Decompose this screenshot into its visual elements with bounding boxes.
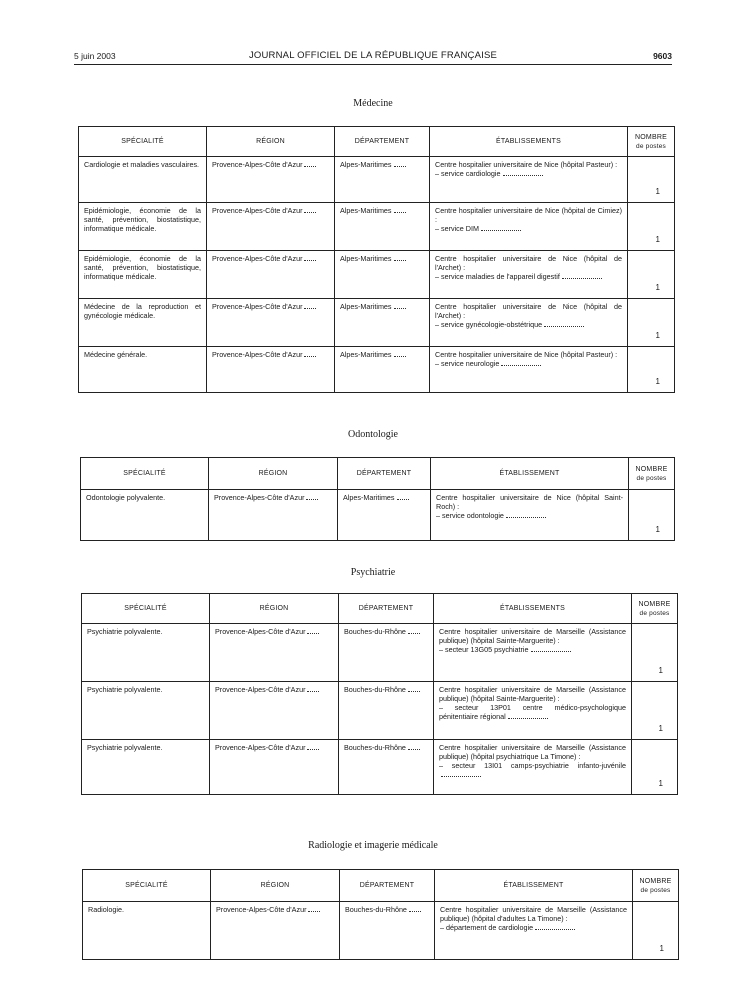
service-line xyxy=(435,272,622,281)
etablissement-cell xyxy=(434,740,632,795)
region-text: Provence-Alpes-Côte d'Azur xyxy=(212,254,303,263)
specialite-cell xyxy=(79,251,207,299)
col-departement: DÉPARTEMENT xyxy=(338,458,431,490)
leader-dots xyxy=(394,211,406,213)
postes-table xyxy=(78,126,675,393)
col-nombre-postes xyxy=(632,594,678,624)
leader-dots xyxy=(562,277,602,279)
departement-text: Bouches-du-Rhône xyxy=(345,905,407,914)
col-specialite: SPÉCIALITÉ xyxy=(81,458,209,490)
de-postes-label: de postes xyxy=(640,886,671,894)
specialite-text: Psychiatrie polyvalente. xyxy=(87,627,163,636)
leader-dots xyxy=(544,325,584,327)
leader-dots xyxy=(304,355,316,357)
departement-text: Alpes-Maritimes xyxy=(340,254,392,263)
region-text: Provence-Alpes-Côte d'Azur xyxy=(212,350,303,359)
nombre-postes-cell: 1 xyxy=(628,157,675,203)
region-cell xyxy=(210,682,339,740)
service-text: – département de cardiologie xyxy=(440,923,534,932)
etablissement-text: Centre hospitalier universitaire de Nice (hôpital de Cimiez) : xyxy=(435,206,622,224)
region-cell xyxy=(210,740,339,795)
de-postes-label: de postes xyxy=(636,474,667,482)
header-row xyxy=(83,870,679,902)
nombre-label: NOMBRE xyxy=(638,600,671,608)
leader-dots xyxy=(304,259,316,261)
de-postes-label: de postes xyxy=(639,609,670,617)
specialite-cell xyxy=(82,624,210,682)
nombre-postes-cell: 1 xyxy=(628,299,675,347)
departement-text: Alpes-Maritimes xyxy=(340,206,392,215)
departement-cell xyxy=(338,490,431,541)
header-row xyxy=(81,458,675,490)
specialite-text: Odontologie polyvalente. xyxy=(86,493,166,502)
departement-cell xyxy=(339,740,434,795)
specialite-text: Médecine de la reproduction et gynécologie médicale. xyxy=(84,302,201,320)
service-text: – secteur 13G05 psychiatrie xyxy=(439,645,529,654)
service-line xyxy=(439,645,626,654)
service-line xyxy=(435,224,622,233)
departement-cell xyxy=(335,203,430,251)
departement-text: Bouches-du-Rhône xyxy=(344,743,406,752)
service-line xyxy=(439,761,626,779)
table-row xyxy=(79,347,675,393)
specialite-cell xyxy=(79,299,207,347)
leader-dots xyxy=(394,307,406,309)
leader-dots xyxy=(506,516,546,518)
leader-dots xyxy=(508,717,548,719)
etablissement-text: Centre hospitalier universitaire de Nice (hôpital Saint-Roch) : xyxy=(436,493,623,511)
service-text: – service cardiologie xyxy=(435,169,501,178)
nombre-postes-cell: 1 xyxy=(633,902,679,960)
region-cell xyxy=(207,203,335,251)
specialite-text: Epidémiologie, économie de la santé, prévention, biostatistique, informatique médicale. xyxy=(84,206,201,233)
nombre-label: NOMBRE xyxy=(639,877,672,885)
service-line xyxy=(440,923,627,932)
specialite-cell xyxy=(83,902,211,960)
region-text: Provence-Alpes-Côte d'Azur xyxy=(212,206,303,215)
leader-dots xyxy=(408,690,420,692)
departement-text: Alpes-Maritimes xyxy=(340,350,392,359)
service-line xyxy=(439,703,626,721)
leader-dots xyxy=(503,174,543,176)
leader-dots xyxy=(501,364,541,366)
leader-dots xyxy=(409,910,421,912)
etablissement-text: Centre hospitalier universitaire de Marseille (Assistance publique) (hôpital Sainte-Marguerite) : xyxy=(439,627,626,645)
de-postes-label: de postes xyxy=(636,142,666,150)
header-row xyxy=(82,594,678,624)
col-specialite: SPÉCIALITÉ xyxy=(83,870,211,902)
table-row xyxy=(83,902,679,960)
leader-dots xyxy=(408,632,420,634)
nombre-postes-cell: 1 xyxy=(628,347,675,393)
specialite-cell xyxy=(81,490,209,541)
postes-table xyxy=(80,457,675,541)
departement-text: Bouches-du-Rhône xyxy=(344,685,406,694)
leader-dots xyxy=(531,650,571,652)
departement-cell xyxy=(335,347,430,393)
nombre-postes-cell: 1 xyxy=(632,740,678,795)
specialite-text: Psychiatrie polyvalente. xyxy=(87,685,163,694)
specialite-text: Médecine générale. xyxy=(84,350,148,359)
col-specialite: SPÉCIALITÉ xyxy=(82,594,210,624)
etablissement-cell xyxy=(431,490,629,541)
header-row xyxy=(79,127,675,157)
region-cell xyxy=(207,251,335,299)
col-nombre-postes xyxy=(628,127,675,157)
section-title: Odontologie xyxy=(348,429,398,440)
specialite-cell xyxy=(82,740,210,795)
departement-cell xyxy=(340,902,435,960)
service-text: – secteur 13I01 camps-psychiatrie infanto-juvénile xyxy=(439,761,626,770)
section-title: Radiologie et imagerie médicale xyxy=(308,840,438,851)
leader-dots xyxy=(307,690,319,692)
page-header xyxy=(74,50,672,65)
nombre-postes-cell: 1 xyxy=(632,624,678,682)
col-departement: DÉPARTEMENT xyxy=(335,127,430,157)
col-region: RÉGION xyxy=(207,127,335,157)
leader-dots xyxy=(441,775,481,777)
section-title: Médecine xyxy=(353,98,393,109)
col-region: RÉGION xyxy=(211,870,340,902)
etablissement-text: Centre hospitalier universitaire de Nice (hôpital de l'Archet) : xyxy=(435,302,622,320)
etablissement-text: Centre hospitalier universitaire de Marseille (Assistance publique) (hôpital psychiatrique La Timone) : xyxy=(439,743,626,761)
service-text: – service DIM xyxy=(435,224,479,233)
table-row xyxy=(81,490,675,541)
specialite-cell xyxy=(79,203,207,251)
departement-text: Alpes-Maritimes xyxy=(343,493,395,502)
etablissement-cell xyxy=(430,347,628,393)
region-text: Provence-Alpes-Côte d'Azur xyxy=(215,685,306,694)
region-text: Provence-Alpes-Côte d'Azur xyxy=(214,493,305,502)
postes-table xyxy=(81,593,678,795)
departement-text: Alpes-Maritimes xyxy=(340,302,392,311)
leader-dots xyxy=(304,211,316,213)
page-number: 9603 xyxy=(653,51,672,61)
leader-dots xyxy=(307,632,319,634)
specialite-text: Epidémiologie, économie de la santé, prévention, biostatistique, informatique médicale. xyxy=(84,254,201,281)
table-row xyxy=(79,299,675,347)
nombre-label: NOMBRE xyxy=(635,465,668,473)
col-nombre-postes xyxy=(633,870,679,902)
region-cell xyxy=(207,299,335,347)
specialite-cell xyxy=(79,347,207,393)
col-departement: DÉPARTEMENT xyxy=(339,594,434,624)
departement-cell xyxy=(335,299,430,347)
etablissement-cell xyxy=(430,251,628,299)
service-text: – service neurologie xyxy=(435,359,500,368)
nombre-postes-cell: 1 xyxy=(632,682,678,740)
specialite-text: Cardiologie et maladies vasculaires. xyxy=(84,160,200,169)
table-row xyxy=(82,682,678,740)
leader-dots xyxy=(535,928,575,930)
service-line xyxy=(435,320,622,329)
departement-cell xyxy=(335,157,430,203)
departement-cell xyxy=(335,251,430,299)
table-row xyxy=(79,157,675,203)
table-row xyxy=(79,251,675,299)
etablissement-text: Centre hospitalier universitaire de Marseille (Assistance publique) (hôpital d'adultes La Timone) : xyxy=(440,905,627,923)
table-row xyxy=(82,624,678,682)
specialite-text: Radiologie. xyxy=(88,905,124,914)
nombre-postes-cell: 1 xyxy=(629,490,675,541)
leader-dots xyxy=(397,498,409,500)
etablissement-text: Centre hospitalier universitaire de Nice (hôpital Pasteur) : xyxy=(435,160,618,169)
leader-dots xyxy=(306,498,318,500)
service-text: – service gynécologie-obstétrique xyxy=(435,320,543,329)
specialite-cell xyxy=(79,157,207,203)
col-etablissement: ÉTABLISSEMENTS xyxy=(434,594,632,624)
col-etablissement: ÉTABLISSEMENT xyxy=(431,458,629,490)
region-text: Provence-Alpes-Côte d'Azur xyxy=(212,160,303,169)
nombre-postes-cell: 1 xyxy=(628,251,675,299)
service-line xyxy=(435,359,622,368)
region-text: Provence-Alpes-Côte d'Azur xyxy=(215,627,306,636)
etablissement-cell xyxy=(430,203,628,251)
region-cell xyxy=(211,902,340,960)
service-text: – service odontologie xyxy=(436,511,504,520)
col-departement: DÉPARTEMENT xyxy=(340,870,435,902)
specialite-text: Psychiatrie polyvalente. xyxy=(87,743,163,752)
etablissement-cell xyxy=(435,902,633,960)
etablissement-cell xyxy=(434,682,632,740)
leader-dots xyxy=(394,355,406,357)
col-etablissement: ÉTABLISSEMENT xyxy=(435,870,633,902)
leader-dots xyxy=(394,165,406,167)
etablissement-text: Centre hospitalier universitaire de Marseille (Assistance publique) (hôpital Sainte-Marguerite) : xyxy=(439,685,626,703)
leader-dots xyxy=(481,229,521,231)
departement-cell xyxy=(339,682,434,740)
etablissement-cell xyxy=(434,624,632,682)
region-text: Provence-Alpes-Côte d'Azur xyxy=(215,743,306,752)
region-cell xyxy=(209,490,338,541)
leader-dots xyxy=(304,165,316,167)
etablissement-cell xyxy=(430,299,628,347)
col-region: RÉGION xyxy=(209,458,338,490)
service-text: – service maladies de l'appareil digestif xyxy=(435,272,560,281)
table-row xyxy=(82,740,678,795)
etablissement-text: Centre hospitalier universitaire de Nice (hôpital Pasteur) : xyxy=(435,350,618,359)
etablissement-cell xyxy=(430,157,628,203)
region-text: Provence-Alpes-Côte d'Azur xyxy=(216,905,307,914)
departement-text: Alpes-Maritimes xyxy=(340,160,392,169)
nombre-postes-cell: 1 xyxy=(628,203,675,251)
region-cell xyxy=(207,157,335,203)
section-title: Psychiatrie xyxy=(350,567,396,578)
col-region: RÉGION xyxy=(210,594,339,624)
postes-table xyxy=(82,869,679,960)
nombre-label: NOMBRE xyxy=(635,133,667,141)
leader-dots xyxy=(307,748,319,750)
region-text: Provence-Alpes-Côte d'Azur xyxy=(212,302,303,311)
leader-dots xyxy=(304,307,316,309)
journal-title: JOURNAL OFFICIEL DE LA RÉPUBLIQUE FRANÇAISE xyxy=(248,50,498,61)
region-cell xyxy=(207,347,335,393)
specialite-cell xyxy=(82,682,210,740)
service-line xyxy=(435,169,622,178)
service-text: – secteur 13P01 centre médico-psychologique pénitentiaire régional xyxy=(439,703,626,721)
table-row xyxy=(79,203,675,251)
departement-cell xyxy=(339,624,434,682)
col-nombre-postes xyxy=(629,458,675,490)
departement-text: Bouches-du-Rhône xyxy=(344,627,406,636)
service-line xyxy=(436,511,623,520)
leader-dots xyxy=(308,910,320,912)
header-date: 5 juin 2003 xyxy=(74,51,116,61)
etablissement-text: Centre hospitalier universitaire de Nice (hôpital de l'Archet) : xyxy=(435,254,622,272)
col-specialite: SPÉCIALITÉ xyxy=(79,127,207,157)
col-etablissement: ÉTABLISSEMENTS xyxy=(430,127,628,157)
region-cell xyxy=(210,624,339,682)
leader-dots xyxy=(408,748,420,750)
leader-dots xyxy=(394,259,406,261)
